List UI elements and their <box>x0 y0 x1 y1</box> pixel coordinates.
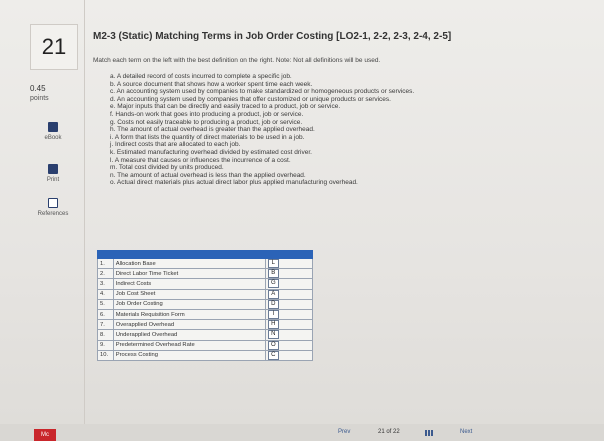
answer-input[interactable]: I <box>268 310 279 319</box>
next-button[interactable]: Next <box>460 429 473 435</box>
definition-item: h. The amount of actual overhead is greater than the applied overhead. <box>110 126 315 134</box>
answer-input[interactable]: G <box>268 279 279 288</box>
definition-item: d. An accounting system used by companies that offer customized or unique products or services. <box>110 95 391 103</box>
definition-item: c. An accounting system used by companies to make standardized or homogeneous products or services. <box>110 88 415 96</box>
term-number: 9. <box>98 340 114 350</box>
table-row <box>98 350 313 360</box>
instructions: Match each term on the left with the best definition on the right. Note: Not all definitions will be used. <box>93 57 381 64</box>
table-row <box>98 279 313 289</box>
question-number: 21 <box>30 24 78 70</box>
term-label: Indirect Costs <box>113 279 265 289</box>
term-number: 5. <box>98 299 114 309</box>
term-label: Predetermined Overhead Rate <box>113 340 265 350</box>
answer-input[interactable]: D <box>268 300 279 309</box>
term-number: 3. <box>98 279 114 289</box>
grid-icon[interactable] <box>425 430 434 436</box>
answer-input[interactable]: H <box>268 320 279 329</box>
ebook-label: eBook <box>44 135 62 141</box>
table-row <box>98 289 313 299</box>
term-number: 1. <box>98 255 114 269</box>
prev-button[interactable]: Prev <box>338 429 351 435</box>
term-label: Process Costing <box>113 350 265 360</box>
term-number: 2. <box>98 269 114 279</box>
points-label: points <box>30 95 49 102</box>
term-number: 8. <box>98 330 114 340</box>
answer-input[interactable]: C <box>268 351 279 360</box>
definition-item: i. A form that lists the quantity of direct materials to be used in a job. <box>110 133 305 141</box>
term-number: 4. <box>98 289 114 299</box>
points-box <box>30 84 49 104</box>
answer-input[interactable]: O <box>268 341 279 350</box>
references-icon <box>48 198 58 208</box>
term-label: Materials Requisition Form <box>113 309 265 319</box>
definition-item: n. The amount of actual overhead is less than the applied overhead. <box>110 171 306 179</box>
points-value: 0.45 <box>30 84 46 93</box>
page-indicator: 21 of 22 <box>378 429 400 435</box>
term-label: Job Order Costing <box>113 299 265 309</box>
definition-item: k. Estimated manufacturing overhead divided by estimated cost driver. <box>110 148 312 156</box>
answer-input[interactable]: L <box>268 259 279 268</box>
book-icon <box>48 122 58 132</box>
definition-item: e. Major inputs that can be directly and easily traced to a product, job or service. <box>110 103 341 111</box>
references-button[interactable] <box>28 198 78 217</box>
references-label: References <box>37 211 69 217</box>
definition-item: b. A source document that shows how a worker spent time each week. <box>110 80 313 88</box>
term-number: 7. <box>98 320 114 330</box>
table-row <box>98 269 313 279</box>
answer-input[interactable]: A <box>268 290 279 299</box>
answer-input[interactable]: N <box>268 330 279 339</box>
matching-table <box>97 250 313 361</box>
bottom-bar <box>0 424 604 441</box>
print-button[interactable] <box>28 164 78 183</box>
definitions-list <box>110 73 414 187</box>
printer-icon <box>48 164 58 174</box>
table-row <box>98 320 313 330</box>
term-label: Overapplied Overhead <box>113 320 265 330</box>
table-row <box>98 255 313 269</box>
definition-item: o. Actual direct materials plus actual direct labor plus applied manufacturing overhead. <box>110 179 358 187</box>
term-number: 10. <box>98 350 114 360</box>
definition-item: g. Costs not easily traceable to producing a product, job or service. <box>110 118 303 126</box>
definition-item: m. Total cost divided by units produced. <box>110 164 224 172</box>
term-label: Job Cost Sheet <box>113 289 265 299</box>
term-label: Direct Labor Time Ticket <box>113 269 265 279</box>
definition-item: a. A detailed record of costs incurred to complete a specific job. <box>110 73 292 80</box>
print-label: Print <box>46 177 60 183</box>
term-label: Underapplied Overhead <box>113 330 265 340</box>
publisher-logo: Mc <box>34 429 56 441</box>
definition-item: l. A measure that causes or influences the incurrence of a cost. <box>110 156 291 164</box>
term-label: Allocation Base <box>113 255 265 269</box>
answer-input[interactable]: B <box>268 269 279 278</box>
term-number: 6. <box>98 309 114 319</box>
table-row <box>98 309 313 319</box>
table-row <box>98 299 313 309</box>
table-row <box>98 330 313 340</box>
ebook-button[interactable] <box>28 122 78 141</box>
table-row <box>98 340 313 350</box>
definition-item: j. Indirect costs that are allocated to each job. <box>110 141 241 149</box>
definition-item: f. Hands-on work that goes into producing a product, job or service. <box>110 110 304 118</box>
question-title: M2-3 (Static) Matching Terms in Job Order Costing [LO2-1, 2-2, 2-3, 2-4, 2-5] <box>93 31 452 42</box>
